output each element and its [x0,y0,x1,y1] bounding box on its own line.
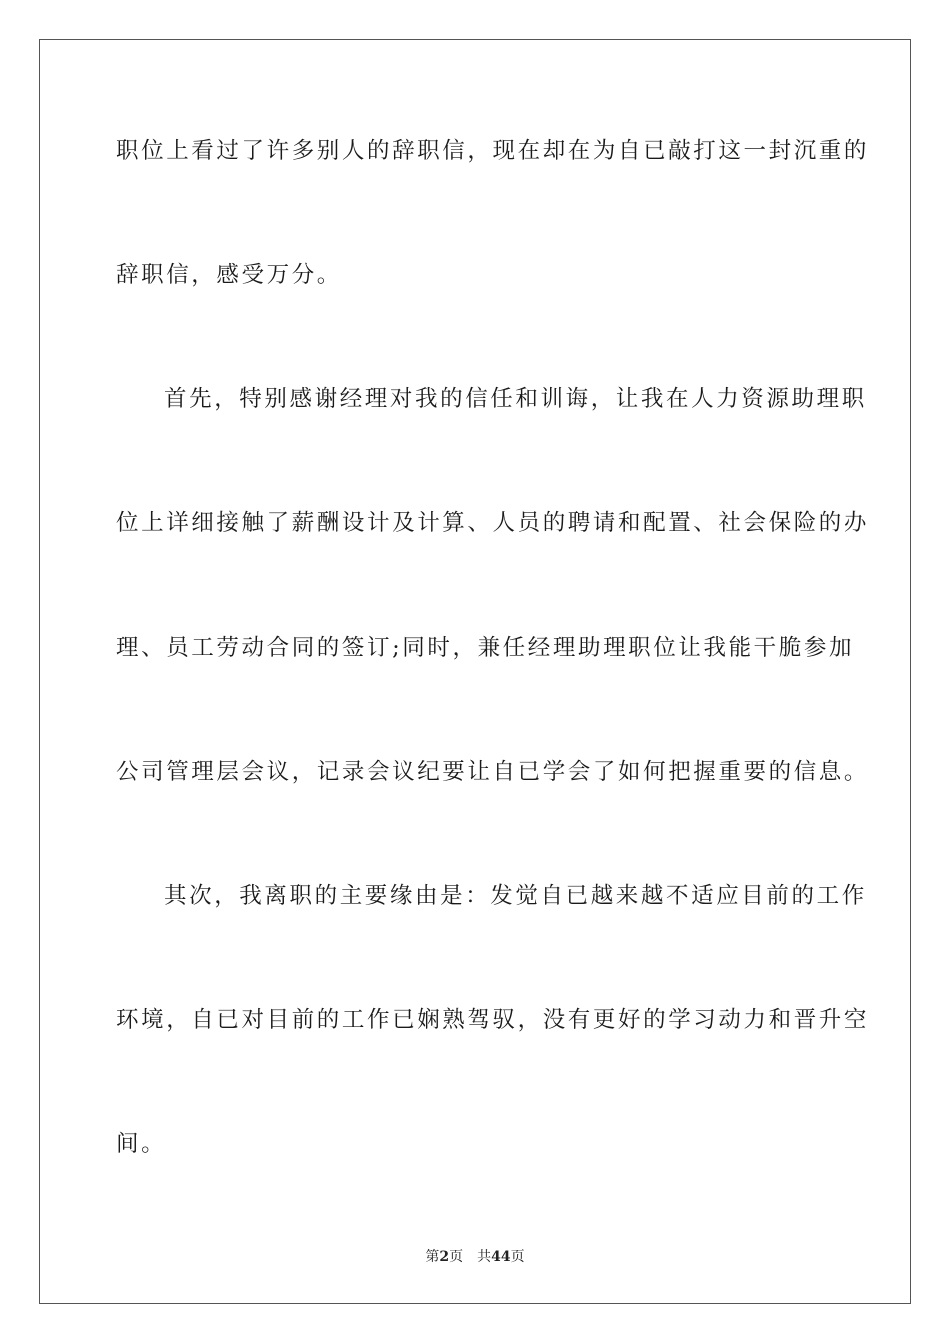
body-line-1: 职位上看过了许多别人的辞职信，现在却在为自已敲打这一封沉重的 [116,138,870,164]
footer-page-prefix: 第 [425,1249,440,1265]
page-frame [39,39,911,1304]
footer-total-suffix: 页 [510,1249,525,1265]
footer-page-number: 2 [439,1249,450,1265]
body-line-4: 位上详细接触了薪酬设计及计算、人员的聘请和配置、社会保险的办 [116,510,870,536]
footer-page-suffix: 页 [449,1249,464,1265]
footer-total-pages: 44 [491,1249,511,1265]
body-line-8: 环境，自已对目前的工作已娴熟驾驭，没有更好的学习动力和晋升空 [116,1007,870,1033]
body-line-5: 理、员工劳动合同的签订;同时，兼任经理助理职位让我能干脆参加 [116,635,855,661]
body-line-9: 间。 [116,1131,167,1157]
body-line-6: 公司管理层会议，记录会议纪要让自已学会了如何把握重要的信息。 [116,759,870,785]
body-line-2: 辞职信，感受万分。 [116,262,342,288]
page-footer [0,1248,950,1266]
body-line-7: 其次，我离职的主要缘由是：发觉自已越来越不适应目前的工作 [164,883,867,909]
footer-total-prefix: 共 [477,1249,492,1265]
body-line-3: 首先，特别感谢经理对我的信任和训诲，让我在人力资源助理职 [164,386,867,412]
